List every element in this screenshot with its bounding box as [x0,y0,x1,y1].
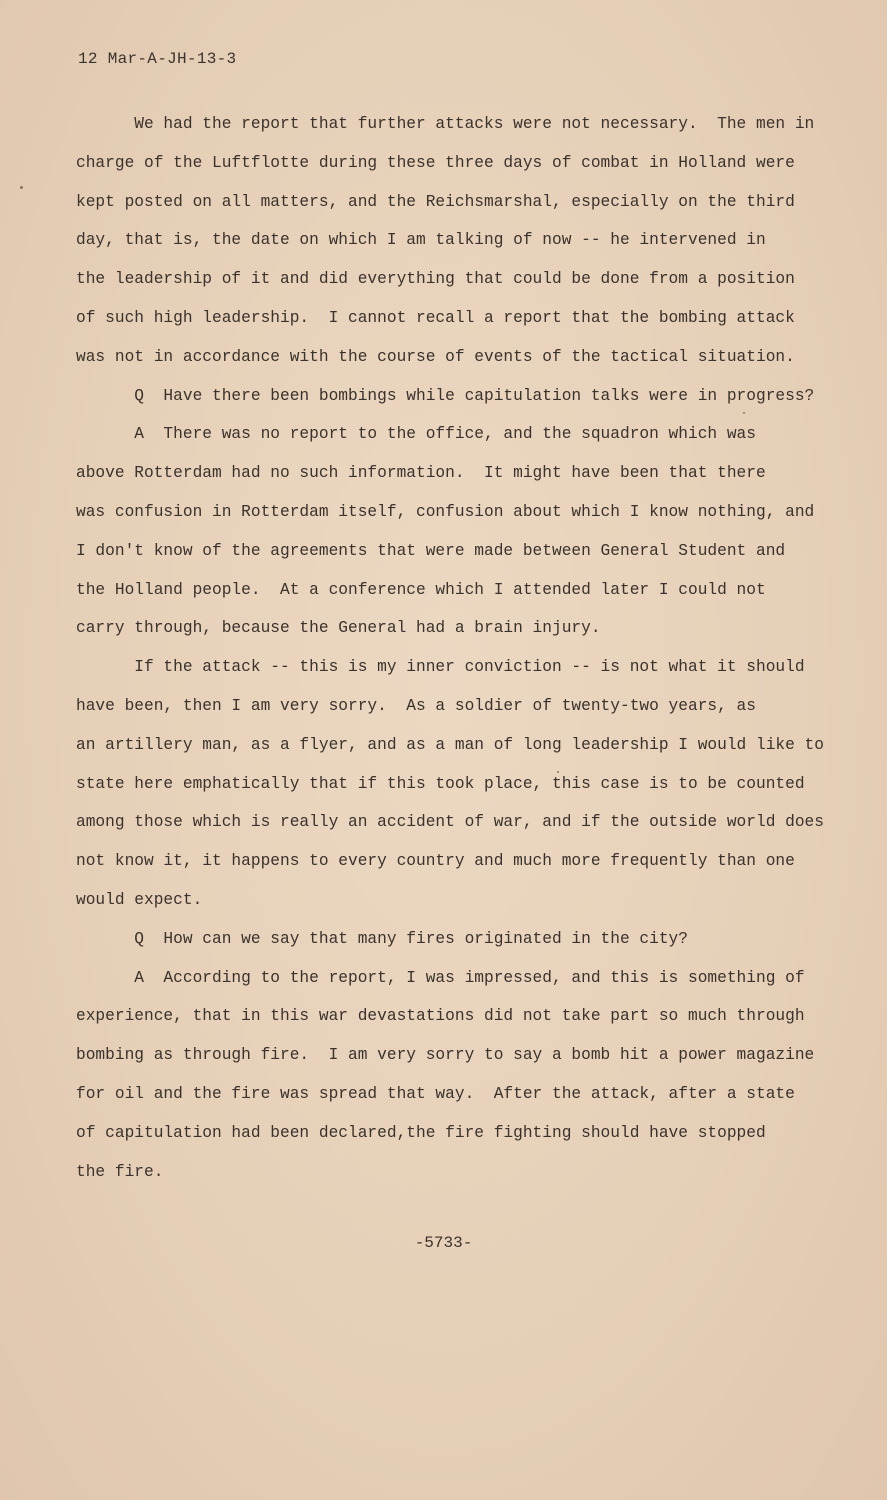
text-line: would expect. [76,890,203,909]
text-line: was not in accordance with the course of events of the tactical situation. [76,347,795,366]
text-line: I don't know of the agreements that were made between General Student and [76,541,786,560]
paper-speck [20,186,23,189]
text-line: charge of the Luftflotte during these three days of combat in Holland were [76,153,795,172]
text-line: of such high leadership. I cannot recall a report that the bombing attack [76,308,795,327]
text-line: the fire. [76,1162,164,1181]
text-line: kept posted on all matters, and the Reichsmarshal, especially on the third [76,192,795,211]
document-header: 12 Mar-A-JH-13-3 [78,50,237,68]
text-line: the Holland people. At a conference which I attended later I could not [76,580,766,599]
text-line: was confusion in Rotterdam itself, confusion about which I know nothing, and [76,502,815,521]
text-line: state here emphatically that if this took place, this case is to be counted [76,774,805,793]
text-line: If the attack -- this is my inner conviction -- is not what it should [76,658,805,677]
paper-speck [557,771,559,773]
text-line: day, that is, the date on which I am talking of now -- he intervened in [76,231,766,250]
page-number: -5733- [414,1234,473,1252]
document-body [76,105,824,1191]
text-line: not know it, it happens to every country and much more frequently than one [76,852,795,871]
text-line: have been, then I am very sorry. As a soldier of twenty-two years, as [76,696,756,715]
text-line: an artillery man, as a flyer, and as a man of long leadership I would like to [76,735,824,754]
paper-speck [743,412,745,414]
text-line: of capitulation had been declared,the fire fighting should have stopped [76,1123,766,1142]
text-line: Q How can we say that many fires originated in the city? [76,929,688,948]
text-line: A There was no report to the office, and the squadron which was [76,425,756,444]
text-line: for oil and the fire was spread that way. After the attack, after a state [76,1084,795,1103]
text-line: Q Have there been bombings while capitulation talks were in progress? [76,386,815,405]
text-line: bombing as through fire. I am very sorry to say a bomb hit a power magazine [76,1046,815,1065]
text-line: among those which is really an accident of war, and if the outside world does [76,813,824,832]
text-line: A According to the report, I was impressed, and this is something of [76,968,805,987]
text-line: above Rotterdam had no such information. It might have been that there [76,464,766,483]
text-line: experience, that in this war devastations did not take part so much through [76,1007,805,1026]
text-line: the leadership of it and did everything that could be done from a position [76,270,795,289]
text-line: We had the report that further attacks were not necessary. The men in [76,115,815,133]
text-line: carry through, because the General had a brain injury. [76,619,601,638]
